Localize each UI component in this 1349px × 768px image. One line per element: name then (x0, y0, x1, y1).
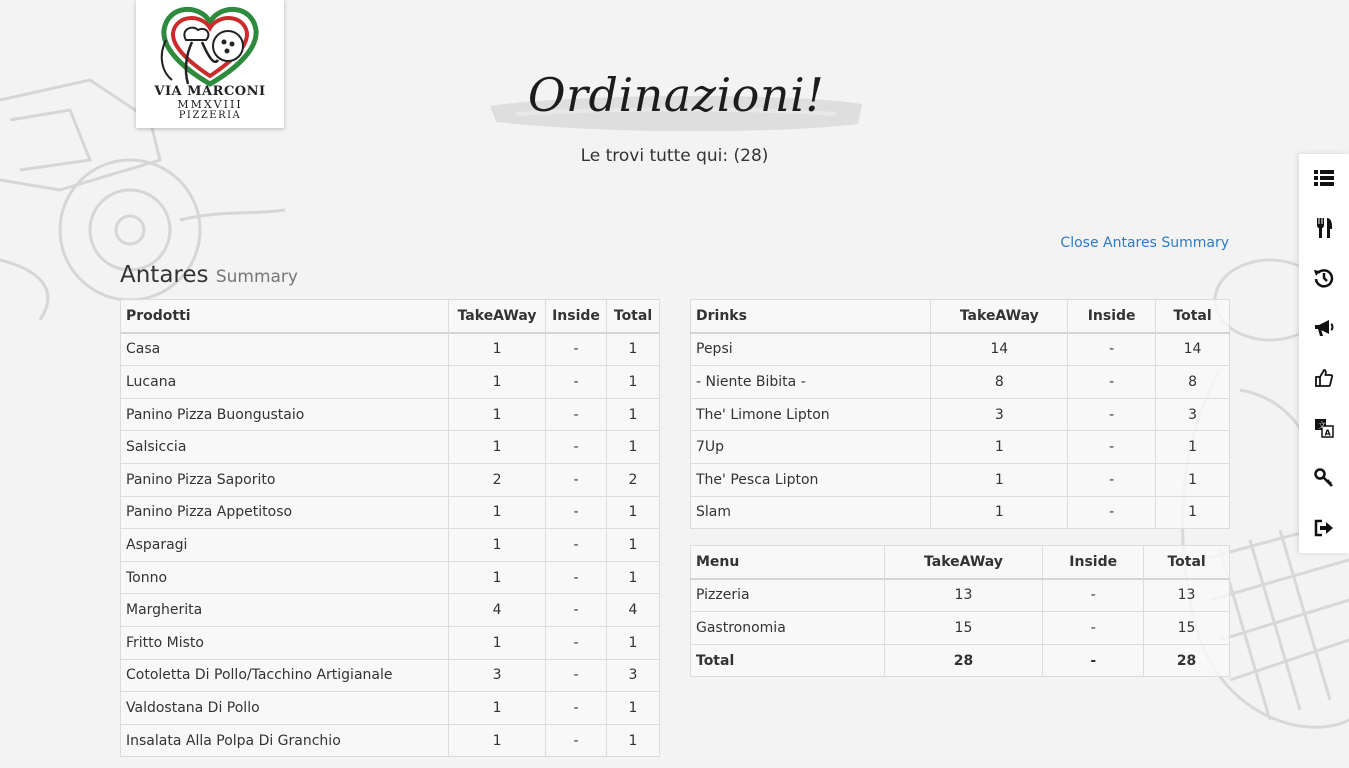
takeaway-count: 1 (449, 366, 546, 399)
drink-name: - Niente Bibita - (691, 366, 931, 399)
summary-heading-name: Antares (120, 262, 209, 288)
products-table (120, 299, 660, 757)
summary-heading-small: Summary (215, 267, 298, 287)
table-row (121, 431, 660, 464)
inside-count: - (546, 724, 607, 757)
takeaway-count: 15 (884, 612, 1043, 645)
drink-name: Pepsi (691, 333, 931, 366)
table-row (691, 431, 1230, 464)
inside-count: - (546, 496, 607, 529)
cutlery-icon (1315, 218, 1333, 238)
inside-count: - (1043, 612, 1144, 645)
total-count: 13 (1144, 579, 1230, 612)
total-count: 1 (607, 626, 660, 659)
close-summary-link[interactable]: Close Antares Summary (1060, 235, 1229, 251)
takeaway-count: 1 (449, 561, 546, 594)
col-header-takeaway[interactable]: TakeAWay (931, 300, 1068, 333)
total-count: 1 (607, 692, 660, 725)
takeaway-count: 1 (449, 431, 546, 464)
inside-count: - (546, 431, 607, 464)
takeaway-count: 1 (449, 529, 546, 562)
inside-count: - (546, 366, 607, 399)
takeaway-count: 1 (449, 724, 546, 757)
logo-line-1: VIA MARCONI (154, 84, 266, 99)
inside-count: - (1068, 366, 1156, 399)
inside-count: - (546, 463, 607, 496)
inside-count: - (546, 398, 607, 431)
drink-name: Slam (691, 496, 931, 529)
col-header-menu[interactable]: Menu (691, 546, 885, 579)
takeaway-count: 3 (449, 659, 546, 692)
table-row (121, 463, 660, 496)
page-title-block (486, 58, 866, 138)
drink-name: 7Up (691, 431, 931, 464)
product-name: Valdostana Di Pollo (121, 692, 449, 725)
product-name: Insalata Alla Polpa Di Granchio (121, 724, 449, 757)
table-row (691, 612, 1230, 645)
total-count: 15 (1144, 612, 1230, 645)
total-count: 3 (607, 659, 660, 692)
drink-name: The' Pesca Lipton (691, 463, 931, 496)
takeaway-count: 4 (449, 594, 546, 627)
grand-total: 28 (1144, 644, 1230, 677)
inside-count: - (1068, 431, 1156, 464)
total-label: Total (691, 644, 885, 677)
menu-table (690, 545, 1230, 677)
sidebar-history-button[interactable] (1299, 258, 1349, 298)
takeaway-count: 14 (931, 333, 1068, 366)
menu-name: Gastronomia (691, 612, 885, 645)
takeaway-count: 1 (449, 626, 546, 659)
logo-line-3: PIZZERIA (178, 110, 242, 121)
takeaway-count: 1 (449, 496, 546, 529)
table-header-row (691, 300, 1230, 333)
inside-count: - (1068, 496, 1156, 529)
megaphone-icon (1314, 319, 1334, 337)
key-icon (1314, 468, 1334, 488)
table-header-row (691, 546, 1230, 579)
table-row (121, 529, 660, 562)
col-header-inside[interactable]: Inside (546, 300, 607, 333)
takeaway-count: 1 (931, 431, 1068, 464)
product-name: Panino Pizza Buongustaio (121, 398, 449, 431)
takeaway-count: 1 (449, 398, 546, 431)
col-header-total[interactable]: Total (1144, 546, 1230, 579)
thumbs-up-icon (1315, 369, 1333, 387)
col-header-takeaway[interactable]: TakeAWay (449, 300, 546, 333)
product-name: Casa (121, 333, 449, 366)
table-row (691, 579, 1230, 612)
takeaway-count: 3 (931, 398, 1068, 431)
col-header-product[interactable]: Prodotti (121, 300, 449, 333)
inside-count: - (546, 594, 607, 627)
total-count: 1 (607, 333, 660, 366)
col-header-total[interactable]: Total (607, 300, 660, 333)
drink-name: The' Limone Lipton (691, 398, 931, 431)
inside-count: - (546, 333, 607, 366)
sidebar-language-button[interactable] (1299, 408, 1349, 448)
product-name: Asparagi (121, 529, 449, 562)
table-row (121, 594, 660, 627)
history-icon (1314, 268, 1334, 288)
total-count: 1 (607, 561, 660, 594)
sidebar-announce-button[interactable] (1299, 308, 1349, 348)
takeaway-count: 8 (931, 366, 1068, 399)
table-row (691, 496, 1230, 529)
drinks-table (690, 299, 1230, 529)
total-count: 1 (607, 431, 660, 464)
total-count: 1 (1156, 431, 1230, 464)
orders-count-subtitle: Le trovi tutte qui: (28) (580, 146, 769, 166)
inside-count: - (546, 626, 607, 659)
table-row (121, 496, 660, 529)
total-row (691, 644, 1230, 677)
sidebar-password-button[interactable] (1299, 458, 1349, 498)
takeaway-count: 1 (449, 333, 546, 366)
total-count: 1 (607, 366, 660, 399)
total-count: 1 (607, 398, 660, 431)
total-count: 14 (1156, 333, 1230, 366)
inside-count: - (546, 529, 607, 562)
table-row (121, 659, 660, 692)
product-name: Tonno (121, 561, 449, 594)
svg-text:文: 文 (1318, 421, 1326, 430)
col-header-inside[interactable]: Inside (1068, 300, 1156, 333)
table-row (691, 366, 1230, 399)
sidebar-menu-button[interactable] (1299, 208, 1349, 248)
table-row (691, 463, 1230, 496)
list-icon (1314, 169, 1334, 187)
menu-name: Pizzeria (691, 579, 885, 612)
takeaway-count: 2 (449, 463, 546, 496)
takeaway-count: 1 (931, 463, 1068, 496)
pizza-chef-logo-icon (136, 0, 284, 90)
total-count: 3 (1156, 398, 1230, 431)
inside-total: - (1043, 644, 1144, 677)
total-count: 4 (607, 594, 660, 627)
inside-count: - (1068, 398, 1156, 431)
translate-icon (1314, 418, 1334, 438)
logo-line-2: MMXVIII (177, 98, 243, 111)
table-row (121, 366, 660, 399)
product-name: Panino Pizza Saporito (121, 463, 449, 496)
logout-icon (1314, 519, 1334, 537)
total-count: 1 (1156, 496, 1230, 529)
svg-text:A: A (1324, 428, 1331, 438)
right-sidebar (1299, 154, 1349, 553)
product-name: Fritto Misto (121, 626, 449, 659)
product-name: Lucana (121, 366, 449, 399)
sidebar-orders-button[interactable] (1299, 158, 1349, 198)
col-header-total[interactable]: Total (1156, 300, 1230, 333)
product-name: Salsiccia (121, 431, 449, 464)
col-header-drink[interactable]: Drinks (691, 300, 931, 333)
inside-count: - (1043, 579, 1144, 612)
sidebar-logout-button[interactable] (1299, 508, 1349, 548)
table-row (121, 692, 660, 725)
takeaway-count: 1 (931, 496, 1068, 529)
summary-heading (120, 262, 298, 288)
inside-count: - (546, 692, 607, 725)
product-name: Margherita (121, 594, 449, 627)
table-row (121, 333, 660, 366)
total-count: 1 (1156, 463, 1230, 496)
inside-count: - (546, 659, 607, 692)
sidebar-like-button[interactable] (1299, 358, 1349, 398)
product-name: Panino Pizza Appetitoso (121, 496, 449, 529)
inside-count: - (1068, 333, 1156, 366)
col-header-inside[interactable]: Inside (1043, 546, 1144, 579)
table-row (121, 398, 660, 431)
total-count: 1 (607, 724, 660, 757)
product-name: Cotoletta Di Pollo/Tacchino Artigianale (121, 659, 449, 692)
total-count: 8 (1156, 366, 1230, 399)
total-count: 1 (607, 496, 660, 529)
page-title: Ordinazioni! (527, 68, 825, 122)
table-row (121, 626, 660, 659)
total-count: 1 (607, 529, 660, 562)
total-count: 2 (607, 463, 660, 496)
table-row (691, 398, 1230, 431)
takeaway-count: 13 (884, 579, 1043, 612)
table-row (121, 724, 660, 757)
brand-logo[interactable] (136, 0, 284, 128)
inside-count: - (546, 561, 607, 594)
inside-count: - (1068, 463, 1156, 496)
table-header-row (121, 300, 660, 333)
takeaway-count: 1 (449, 692, 546, 725)
col-header-takeaway[interactable]: TakeAWay (884, 546, 1043, 579)
table-row (691, 333, 1230, 366)
takeaway-total: 28 (884, 644, 1043, 677)
table-row (121, 561, 660, 594)
